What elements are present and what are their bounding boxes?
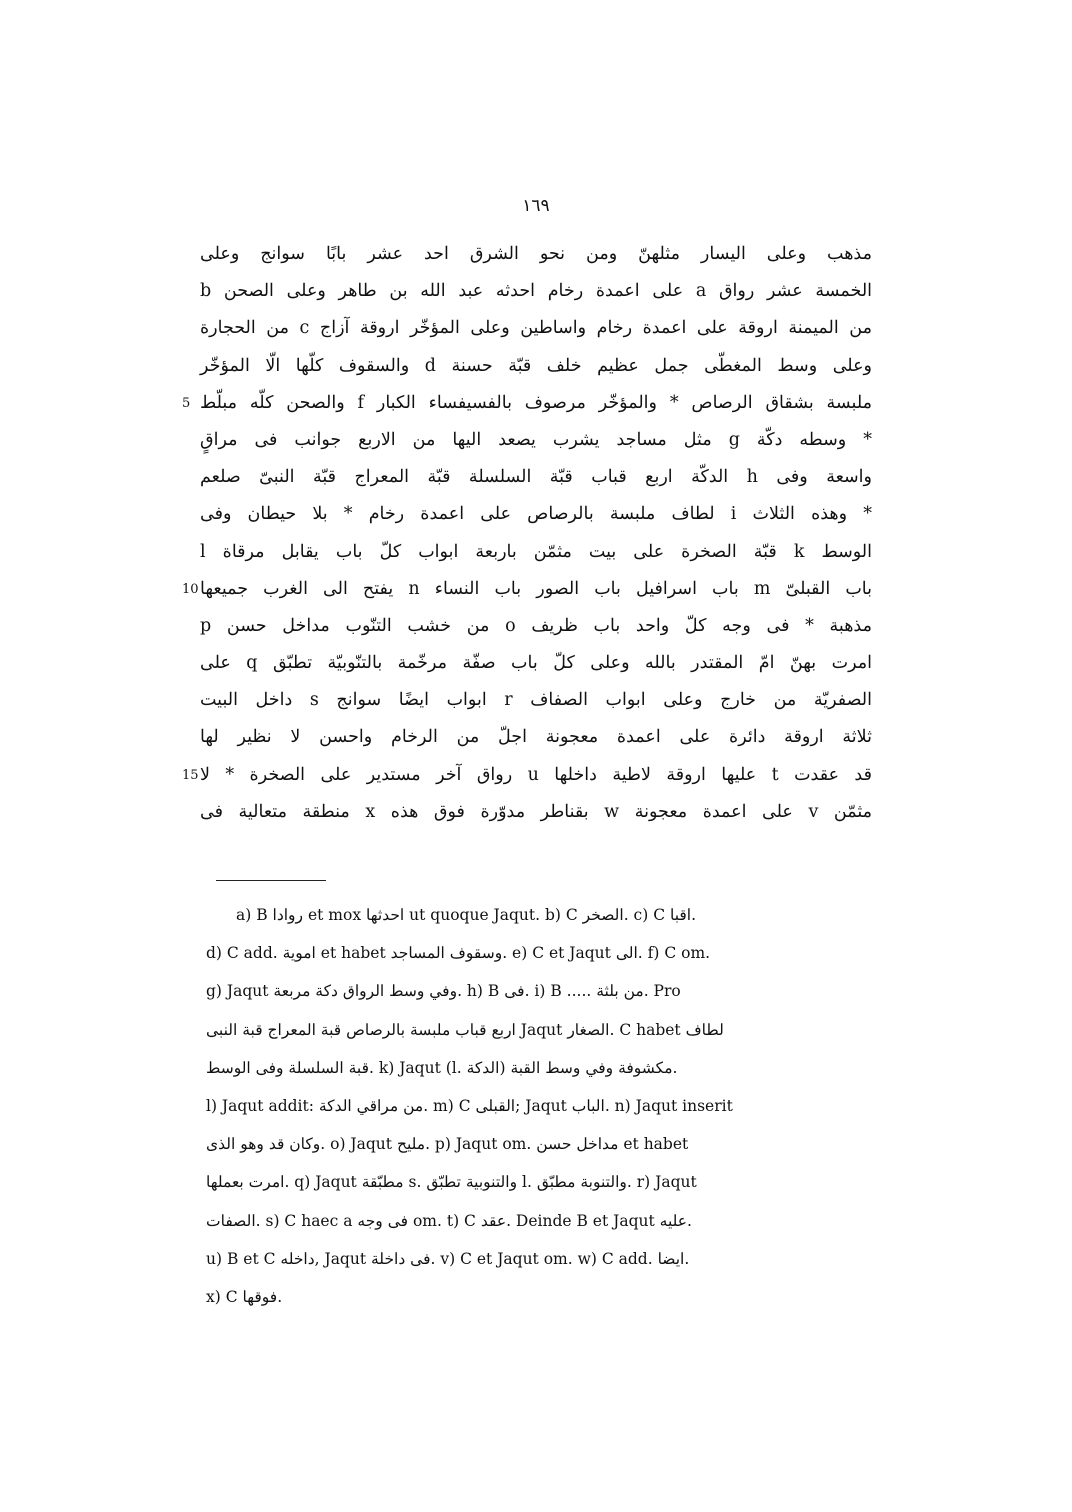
footnote-line: d) C add. اموية et habet وسقوف المساجد. e) C et Jaqut الى. f) C om. — [206, 944, 711, 963]
text-line — [200, 719, 872, 756]
footnote-line: وكان قد وهو الذى. o) Jaqut مليح. p) Jaqut om. مداخل حسن et habet — [206, 1135, 689, 1154]
text-line — [200, 236, 872, 273]
text-line — [200, 534, 872, 571]
text-line — [182, 571, 873, 608]
footnotes — [206, 896, 866, 1316]
line-number: 10 — [182, 581, 199, 597]
text-line-content: واسعة وفى h الدكّة اربع قباب قبّة السلسلة قبّة المعراج قبّة النبىّ صلعم — [200, 467, 872, 488]
text-line — [200, 682, 872, 719]
text-line — [200, 645, 872, 682]
page-number: ١٦٩ — [522, 196, 550, 216]
footnote-line: g) Jaqut وفي وسط الرواق دكة مربعة. h) B فى. i) B ..... من بلثة. Pro — [206, 982, 681, 1001]
text-line-content: مثمّن v على اعمدة معجونة w بقناطر مدوّرة فوق هذه x منطقة متعالية فى — [200, 801, 872, 822]
text-line — [200, 348, 872, 385]
text-line-content: مذهب وعلى اليسار مثلهنّ ومن نحو الشرق احد عشر بابًا سوانج وعلى — [200, 244, 872, 264]
text-line — [200, 273, 872, 310]
text-line — [200, 310, 872, 347]
text-line — [182, 385, 872, 422]
text-line — [200, 422, 872, 459]
text-line — [200, 608, 872, 645]
text-line-content: باب القبلىّ m باب اسرافيل باب الصور باب النساء n يفتح الى الغرب جميعها — [200, 578, 873, 599]
footnote-line: l) Jaqut addit: من مراقي الدكة. m) C القبلى; Jaqut الباب. n) Jaqut inserit — [206, 1096, 733, 1115]
footnote-line: الصفات. s) C haec a فى وجه om. t) C عقد. Deinde B et Jaqut عليه. — [206, 1211, 692, 1230]
text-line — [182, 757, 872, 794]
footnote-line: u) B et C داخله, Jaqut فى داخلة. v) C et Jaqut om. w) C add. ايضا. — [206, 1249, 690, 1268]
text-line — [200, 794, 872, 831]
footnote-line: امرت بعملها. q) Jaqut مطبّقة s. والتنوبية تطبّق l. والتنوبة مطبّق. r) Jaqut — [206, 1173, 697, 1192]
text-line-content: * وسطه دكّة g مثل مساجد يشرب يصعد اليها من الاربع جوانب فى مراقٍ — [200, 429, 872, 450]
text-line-content: من الميمنة اروقة على اعمدة رخام واساطين وعلى المؤخّر اروقة آزاج c من الحجارة — [200, 318, 872, 339]
text-line-content: ثلاثة اروقة دائرة على اعمدة معجونة اجلّ من الرخام واحسن لا نظير لها — [200, 727, 872, 748]
footnote-line: a) B روادا et mox احدثها ut quoque Jaqut. b) C الصخر. c) C اقبا. — [236, 906, 697, 924]
text-line-content: امرت بهنّ امّ المقتدر بالله وعلى كلّ باب صفّة مرخّمة بالتنّوبيّة تطبّق q على — [200, 653, 872, 674]
main-text — [182, 236, 873, 831]
text-line — [200, 496, 872, 533]
text-line-content: * وهذه الثلاث i لطاف ملبسة بالرصاص على اعمدة رخام * بلا حيطان وفى — [200, 504, 872, 525]
footnote-line: اربع قباب ملبسة بالرصاص قبة المعراج قبة النبى Jaqut الصغار. C habet لطاف — [206, 1020, 724, 1039]
text-line-content: مذهبة * فى وجه كلّ واحد باب ظريف o من خشب التنّوب مداخل حسن p — [200, 615, 872, 636]
footnote-rule — [216, 880, 326, 881]
text-line-content: الصفريّة من خارج وعلى ابواب الصفاف r ابواب ايضًا سوانج s داخل البيت — [200, 690, 872, 711]
text-line-content: الخمسة عشر رواق a على اعمدة رخام احدثه عبد الله بن طاهر وعلى الصحن b — [200, 281, 873, 302]
text-line — [200, 459, 872, 496]
text-line-content: ملبسة بشقاق الرصاص * والمؤخّر مرصوف بالفسيفساء الكبار f والصحن كلّه مبلّط — [200, 392, 872, 413]
footnote-line: x) C فوقها. — [206, 1287, 283, 1306]
text-line-content: قد عقدت t عليها اروقة لاطية داخلها u رواق آخر مستدير على الصخرة * لا — [200, 764, 872, 785]
footnote-line: قبة السلسلة وفى الوسط. k) Jaqut (l. مكشوفة وفي وسط القبة (الدكة. — [206, 1058, 678, 1077]
line-number: 5 — [182, 395, 191, 411]
text-line-content: الوسط k قبّة الصخرة على بيت مثمّن باربعة ابواب كلّ باب يقابل مرقاة l — [200, 541, 872, 562]
text-line-content: وعلى وسط المغطّى جمل عظيم خلف قبّة حسنة d والسقوف كلّها الّا المؤخّر — [200, 355, 872, 376]
line-number: 15 — [182, 767, 199, 783]
